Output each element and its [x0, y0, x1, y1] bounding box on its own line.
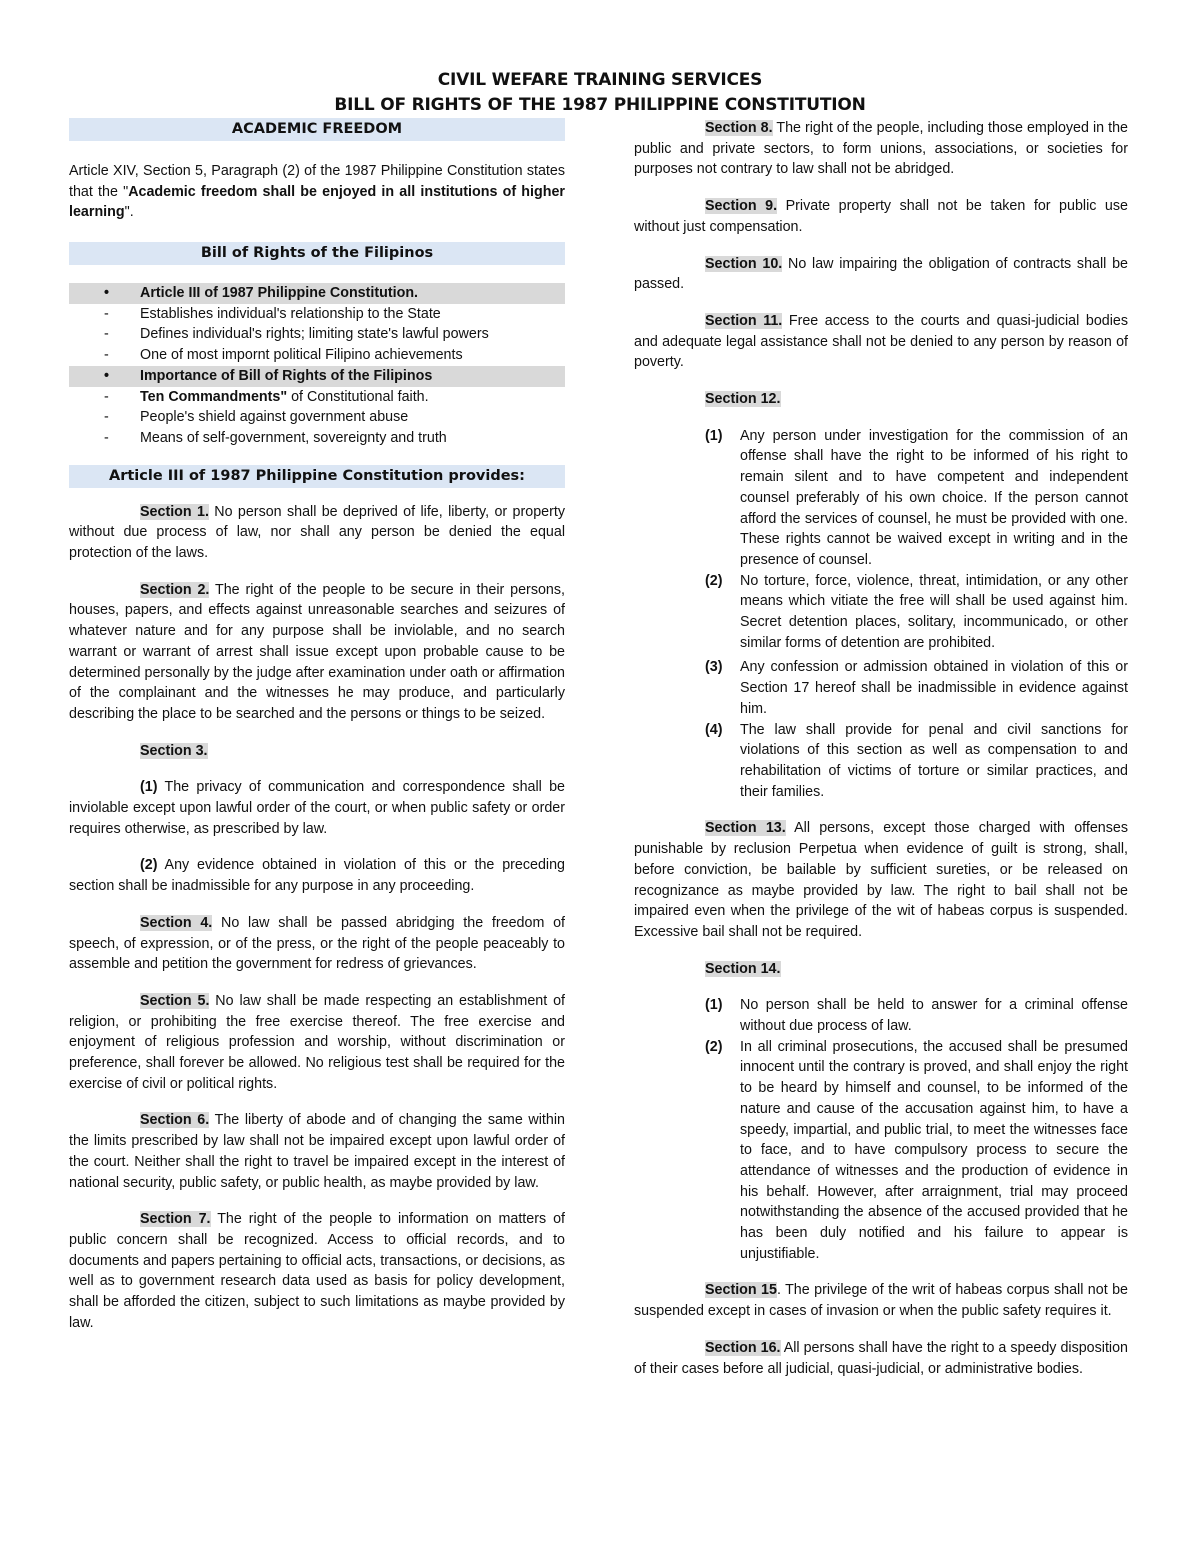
section-12-item: (1) Any person under investigation for the commission of an offense shall have the right to be informed of his right to remain silent and to have competent and independent counsel preferably of his own choice. If the person cannot afford the services of counsel, he must be provided with one. These rights cannot be waived except in writing and in the presence of counsel. [705, 427, 1128, 568]
section-12-item: (4) The law shall provide for penal and civil sanctions for violations of this section as well as compensation to and rehabilitation of victims of torture or similar practices, and their families. [705, 721, 1128, 800]
section-11: Section 11. Free access to the courts and quasi-judicial bodies and adequate legal assistance shall not be denied to any person by reason of poverty. [634, 312, 1128, 371]
bill-of-rights-heading: Bill of Rights of the Filipinos [69, 242, 565, 265]
list-item: - Ten Commandments" of Constitutional faith. [104, 388, 429, 405]
section-3-item: (2) Any evidence obtained in violation of this or the preceding section shall be inadmissible for any purpose in any proceeding. [69, 857, 565, 895]
section-5: Section 5. No law shall be made respecting an establishment of religion, or prohibiting the free exercise thereof. The free exercise and enjoyment of religious profession and worship, without discrimination or preference, shall forever be allowed. No religious test shall be required for the exercise of civil or political rights. [69, 992, 565, 1092]
section-3-item: (1) The privacy of communication and correspondence shall be inviolable except upon lawful order of the court, or when public safety or order requires otherwise, as prescribed by law. [69, 779, 565, 837]
academic-freedom-paragraph: Article XIV, Section 5, Paragraph (2) of the 1987 Philippine Constitution states that the "Academic freedom shall be enjoyed in all institutions of higher learning". [69, 163, 565, 221]
section-6: Section 6. The liberty of abode and of changing the same within the limits prescribed by law shall not be impaired except upon lawful order of the court. Neither shall the right to travel be impaired except in the interest of national security, public safety, or public health, as maybe provided by law. [69, 1112, 565, 1191]
section-4: Section 4. No law shall be passed abridging the freedom of speech, of expression, or of the press, or the right of the people peaceably to assemble and petition the government for redress of grievances. [69, 914, 565, 973]
section-13: Section 13. All persons, except those charged with offenses punishable by reclusion Perpetua when evidence of guilt is strong, shall, before conviction, be bailable by sufficient sureties, or be released on recognizance as maybe provided by law. The right to bail shall not be impaired even when the privilege of the wit of habeas corpus is suspended. Excessive bail shall not be required. [634, 820, 1128, 940]
academic-freedom-heading: ACADEMIC FREEDOM [69, 118, 565, 141]
list-item: - Defines individual's rights; limiting state's lawful powers [104, 326, 489, 343]
section-12: Section 12. [705, 391, 781, 408]
document-subtitle: BILL OF RIGHTS OF THE 1987 PHILIPPINE CONSTITUTION [334, 95, 866, 115]
section-14: Section 14. [705, 960, 781, 977]
bullet-icon: • [104, 285, 110, 302]
bullet-item: • Importance of Bill of Rights of the Filipinos [69, 366, 565, 387]
section-9: Section 9. Private property shall not be taken for public use without just compensation. [634, 198, 1128, 235]
right-column [634, 118, 1128, 1379]
section-12-item: (2) No torture, force, violence, threat, intimidation, or any other means which vitiate the free will shall be used against him. Secret detention places, solitary, incommunicado, or other similar forms of detention are prohibited. [705, 572, 1128, 651]
left-column [69, 118, 565, 1334]
section-15: Section 15. The privilege of the writ of habeas corpus shall not be suspended except in cases of invasion or when the public safety requires it. [634, 1282, 1128, 1320]
section-1: Section 1. No person shall be deprived of life, liberty, or property without due process of law, nor shall any person be denied the equal protection of the laws. [69, 503, 565, 562]
section-10: Section 10. No law impairing the obligation of contracts shall be passed. [634, 255, 1128, 293]
list-item: - People's shield against government abuse [104, 409, 409, 426]
list-item: - Means of self-government, sovereignty and truth [104, 429, 447, 446]
bullet-icon: • [104, 367, 110, 384]
section-14-item: (2) In all criminal prosecutions, the accused shall be presumed innocent until the contrary is proved, and shall enjoy the right to be heard by himself and counsel, to be informed of the nature and cause of the accusation against him, to have a speedy, impartial, and public trial, to meet the witnesses face to face, and to have compulsory process to secure the attendance of witnesses and the production of evidence in his behalf. However, after arraignment, trial may proceed notwithstanding the absence of the accused provided that he has been duly notified and his failure to appear is unjustifiable. [705, 1038, 1128, 1262]
section-7: Section 7. The right of the people to information on matters of public concern shall be recognized. Access to official records, and to documents and papers pertaining to official acts, transactions, or decisions, as well as to government research data used as basis for policy development, shall be afforded the citizen, subject to such limitations as maybe provided by law. [69, 1211, 565, 1331]
article-iii-heading: Article III of 1987 Philippine Constitution provides: [69, 465, 565, 488]
section-2: Section 2. The right of the people to be secure in their persons, houses, papers, and effects against unreasonable searches and seizures of whatever nature and for any purpose shall be inviolable, and no search warrant or warrant of arrest shall issue except upon probable cause to be determined personally by the judge after examination under oath or affirmation of the complainant and the witnesses he may produce, and particularly describing the place to be searched and the persons or things to be seized. [69, 581, 565, 722]
section-16: Section 16. All persons shall have the right to a speedy disposition of their cases before all judicial, quasi-judicial, or administrative bodies. [634, 1339, 1128, 1377]
section-14-item: (1) No person shall be held to answer for a criminal offense without due process of law. [705, 997, 1128, 1035]
section-3: Section 3. [140, 742, 208, 759]
list-item: - One of most impornt political Filipino achievements [104, 347, 463, 364]
list-item: - Establishes individual's relationship to the State [104, 305, 441, 322]
document-title: CIVIL WEFARE TRAINING SERVICES [437, 70, 763, 90]
section-8: Section 8. The right of the people, including those employed in the public and private sectors, to form unions, associations, or societies for purposes not contrary to law shall not be abridged. [634, 120, 1128, 178]
section-12-item: (3) Any confession or admission obtained in violation of this or Section 17 hereof shall be inadmissible in evidence against him. [705, 659, 1128, 717]
bullet-item: • Article III of 1987 Philippine Constitution. [69, 283, 565, 304]
